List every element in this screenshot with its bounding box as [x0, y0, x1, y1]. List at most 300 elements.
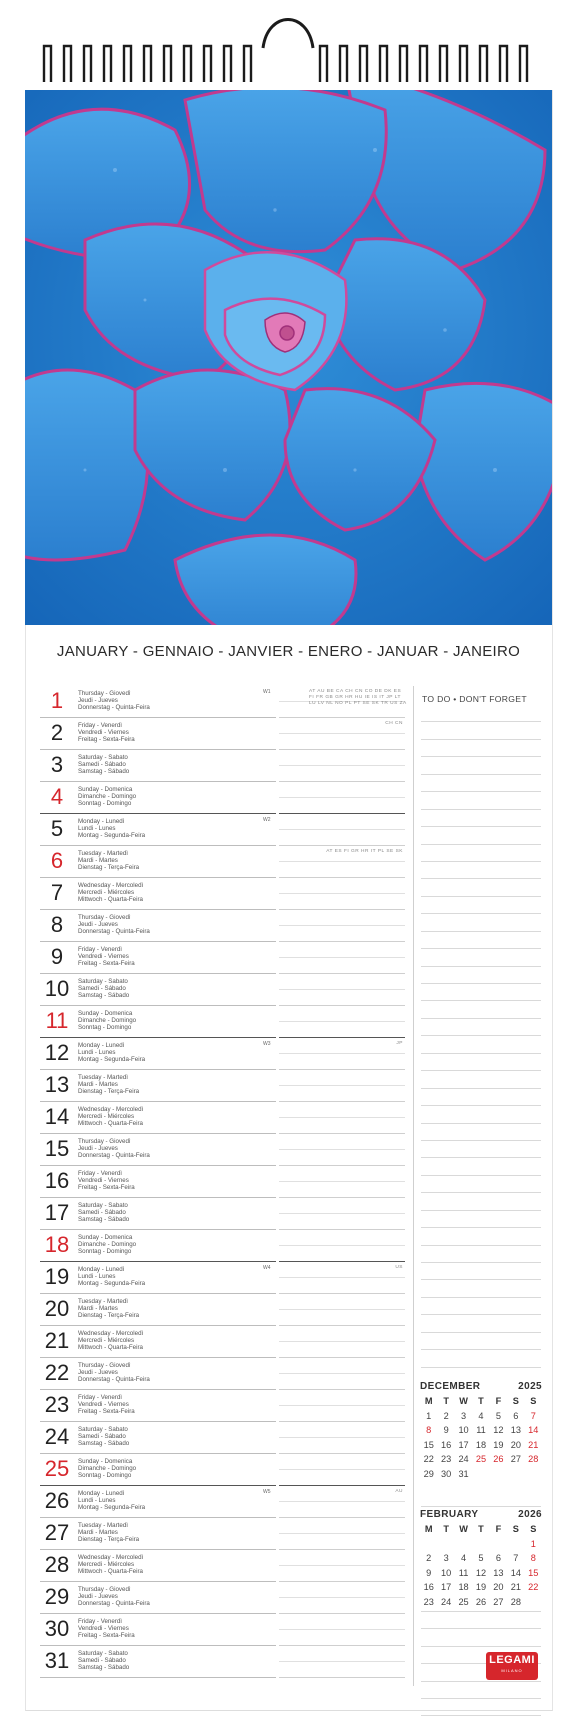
todo-line[interactable] — [421, 1228, 541, 1245]
week-label: W3 — [263, 1041, 271, 1047]
day-names — [78, 850, 139, 872]
mini-calendar-day — [455, 1537, 472, 1552]
todo-line[interactable] — [421, 1699, 541, 1716]
note-row[interactable] — [279, 942, 405, 974]
day-row — [40, 1422, 276, 1454]
note-guide-line — [279, 797, 405, 798]
day-names — [78, 1266, 145, 1288]
day-name: Donnerstag - Quinta-Feira — [78, 1376, 150, 1384]
note-row[interactable] — [279, 1614, 405, 1646]
weekday-header: W — [459, 1396, 468, 1406]
note-guide-line — [279, 1085, 405, 1086]
day-name: Vendredi - Viernes — [78, 1401, 129, 1409]
day-name: Freitag - Sexta-Feira — [78, 1632, 135, 1640]
mini-calendar-day: 27 — [493, 1596, 504, 1607]
mini-calendar-day: 28 — [510, 1596, 521, 1607]
day-name: Monday - Lunedì — [78, 818, 125, 825]
day-name: Dienstag - Terça-Feira — [78, 1312, 140, 1320]
todo-line[interactable] — [421, 1158, 541, 1175]
day-name: Mittwoch - Quarta-Feira — [78, 896, 143, 904]
day-row — [40, 846, 276, 878]
day-names — [78, 914, 150, 936]
todo-line[interactable] — [421, 792, 541, 809]
note-row[interactable] — [279, 878, 405, 910]
day-row — [40, 1198, 276, 1230]
day-row — [40, 1070, 276, 1102]
day-name: Samedi - Sábado — [78, 985, 126, 993]
mini-calendar-day: 3 — [461, 1410, 467, 1421]
note-row[interactable] — [279, 1550, 405, 1582]
day-number: 27 — [44, 1520, 70, 1545]
day-name: Dimanche - Domingo — [78, 1465, 137, 1473]
day-name: Wednesday - Mercoledì — [78, 1106, 144, 1113]
note-guide-line — [279, 957, 405, 958]
mini-calendar-day — [525, 1595, 542, 1610]
day-row — [40, 1614, 276, 1646]
day-name: Jeudi - Jueves — [78, 1593, 118, 1601]
weekday-header: T — [478, 1396, 484, 1406]
todo-line[interactable] — [421, 1036, 541, 1053]
mini-calendar-day: 11 — [458, 1567, 469, 1578]
note-row[interactable] — [279, 1454, 405, 1486]
weekday-header: M — [424, 1524, 433, 1534]
spiral-ring — [400, 46, 407, 82]
day-name: Jeudi - Jueves — [78, 697, 118, 705]
note-row[interactable] — [279, 718, 405, 750]
day-name: Freitag - Sexta-Feira — [78, 736, 135, 744]
mini-calendar-day: 4 — [461, 1553, 467, 1563]
todo-line[interactable] — [421, 705, 541, 722]
holiday-country-codes: JP — [396, 1041, 403, 1046]
weekday-header: F — [495, 1524, 502, 1534]
day-name: Thursday - Giovedì — [78, 914, 131, 921]
day-row — [40, 1038, 276, 1070]
note-row[interactable] — [279, 1646, 405, 1678]
week-label: W2 — [263, 817, 271, 823]
note-guide-line — [279, 1341, 405, 1342]
mini-calendar-day: 10 — [441, 1567, 452, 1578]
day-number: 8 — [50, 912, 64, 937]
note-row[interactable] — [279, 1134, 405, 1166]
day-row — [40, 1134, 276, 1166]
day-number: 3 — [50, 752, 64, 777]
day-names — [78, 882, 143, 904]
mini-calendar-day: 20 — [510, 1439, 521, 1450]
mini-calendar-day: 17 — [441, 1582, 452, 1592]
note-row[interactable] — [279, 1294, 405, 1326]
spiral-ring — [360, 46, 367, 82]
day-number: 7 — [50, 880, 64, 905]
spiral-ring — [44, 46, 51, 82]
note-row[interactable] — [279, 1422, 405, 1454]
mini-calendar-day: 10 — [458, 1425, 469, 1435]
note-guide-line — [279, 1213, 405, 1214]
mini-calendar-day: 14 — [528, 1425, 539, 1435]
spiral-ring — [440, 46, 447, 82]
note-row[interactable] — [279, 1006, 405, 1038]
holiday-country-codes: US — [395, 1265, 403, 1270]
note-row[interactable] — [279, 1518, 405, 1550]
weekday-header: S — [530, 1396, 537, 1406]
todo-line[interactable] — [421, 1280, 541, 1297]
day-name: Samedi - Sábado — [78, 761, 126, 769]
mini-calendar-day: 25 — [458, 1596, 469, 1607]
day-name: Sunday - Domenica — [78, 1458, 133, 1465]
day-row — [40, 686, 276, 718]
note-row[interactable] — [279, 974, 405, 1006]
mini-calendar-day: 28 — [528, 1454, 539, 1464]
todo-line[interactable] — [421, 740, 541, 757]
day-number: 23 — [44, 1392, 70, 1417]
holiday-country-codes: FI FR GB GR HR HU IE IS IT JP LT — [309, 695, 401, 700]
weekday-header: T — [443, 1524, 449, 1534]
note-guide-line — [279, 1277, 405, 1278]
day-names — [78, 1330, 143, 1352]
todo-line[interactable] — [421, 1019, 541, 1036]
day-row — [40, 1262, 276, 1294]
day-number: 26 — [44, 1488, 70, 1513]
todo-line[interactable] — [421, 827, 541, 844]
todo-line[interactable] — [421, 810, 541, 827]
mini-calendar-day: 12 — [475, 1567, 487, 1578]
mini-calendar-day: 1 — [530, 1538, 536, 1549]
day-row — [40, 1166, 276, 1198]
day-names — [78, 1042, 145, 1064]
mini-calendar-day: 12 — [493, 1425, 504, 1435]
day-names — [78, 1554, 143, 1576]
todo-line[interactable] — [421, 1298, 541, 1315]
day-name: Vendredi - Viernes — [78, 953, 129, 961]
day-name: Dimanche - Domingo — [78, 793, 137, 801]
day-name: Montag - Segunda-Feira — [78, 1056, 146, 1064]
todo-line[interactable] — [421, 897, 541, 914]
mini-calendar-day: 6 — [513, 1410, 519, 1421]
mini-calendar-day: 15 — [528, 1567, 539, 1578]
day-row — [40, 910, 276, 942]
day-row — [40, 878, 276, 910]
note-guide-line — [279, 1661, 405, 1662]
note-row[interactable] — [279, 1390, 405, 1422]
spiral-ring — [244, 46, 251, 82]
day-name: Saturday - Sabato — [78, 1202, 128, 1209]
note-guide-line — [279, 1181, 405, 1182]
day-row — [40, 942, 276, 974]
day-name: Wednesday - Mercoledì — [78, 1330, 144, 1337]
day-row — [40, 1230, 276, 1262]
mini-calendar-day: 16 — [441, 1439, 452, 1450]
day-number: 15 — [44, 1136, 70, 1161]
todo-line[interactable] — [421, 1682, 541, 1699]
day-name: Saturday - Sabato — [78, 1426, 128, 1433]
spiral-ring — [144, 46, 151, 82]
note-guide-line — [279, 1117, 405, 1118]
day-name: Tuesday - Martedì — [78, 1074, 128, 1081]
todo-line[interactable] — [421, 1089, 541, 1106]
spiral-ring — [460, 46, 467, 82]
day-name: Sunday - Domenica — [78, 786, 133, 793]
mini-calendar-day: 22 — [528, 1582, 539, 1592]
day-number: 16 — [44, 1168, 70, 1193]
note-guide-line — [279, 1565, 405, 1566]
day-name: Samedi - Sábado — [78, 1433, 126, 1441]
todo-line[interactable] — [421, 949, 541, 966]
day-number: 20 — [44, 1296, 70, 1321]
mini-calendar-day: 15 — [423, 1439, 434, 1450]
todo-line[interactable] — [421, 932, 541, 949]
day-names — [78, 1426, 129, 1448]
day-names — [78, 1650, 129, 1672]
note-guide-line — [279, 1469, 405, 1470]
day-name: Saturday - Sabato — [78, 1650, 128, 1657]
note-guide-line — [279, 1405, 405, 1406]
day-name: Jeudi - Jueves — [78, 1369, 118, 1377]
spiral-ring — [224, 46, 231, 82]
mini-calendar-day: 17 — [458, 1439, 469, 1450]
spiral-binding — [0, 0, 576, 92]
todo-title: TO DO • DON'T FORGET — [422, 694, 527, 704]
day-number: 17 — [44, 1200, 70, 1225]
day-name: Freitag - Sexta-Feira — [78, 960, 135, 968]
todo-line[interactable] — [421, 914, 541, 931]
todo-line[interactable] — [421, 1071, 541, 1088]
day-names — [78, 1586, 150, 1608]
day-names — [78, 1074, 139, 1096]
todo-line[interactable] — [421, 1263, 541, 1280]
todo-line[interactable] — [421, 1629, 541, 1646]
mini-calendar-day: 13 — [493, 1567, 504, 1578]
week-label: W1 — [263, 689, 271, 695]
notes-column — [263, 686, 407, 1678]
mini-calendar-day: 1 — [426, 1410, 432, 1421]
day-name: Thursday - Giovedì — [78, 1138, 131, 1145]
day-names — [78, 1618, 135, 1640]
day-name: Mittwoch - Quarta-Feira — [78, 1120, 143, 1128]
day-number: 12 — [44, 1040, 70, 1065]
day-name: Lundi - Lunes — [78, 1049, 116, 1057]
day-name: Samstag - Sábado — [78, 1664, 130, 1672]
note-guide-line — [279, 1309, 405, 1310]
logo-subtext: MILANO — [501, 1668, 523, 1673]
day-name: Mardi - Martes — [78, 1081, 118, 1089]
note-guide-line — [279, 733, 405, 734]
day-name: Mercredi - Miércoles — [78, 1561, 135, 1569]
mini-calendar-day — [420, 1537, 437, 1552]
day-number: 29 — [44, 1584, 70, 1609]
todo-line[interactable] — [421, 984, 541, 1001]
todo-line[interactable] — [421, 1176, 541, 1193]
todo-line[interactable] — [421, 1246, 541, 1263]
day-name: Monday - Lunedì — [78, 1042, 125, 1049]
note-guide-line — [279, 1597, 405, 1598]
day-name: Freitag - Sexta-Feira — [78, 1408, 135, 1416]
note-guide-line — [279, 1437, 405, 1438]
day-number: 24 — [44, 1424, 70, 1449]
todo-line[interactable] — [421, 1612, 541, 1629]
mini-calendar-day: 9 — [443, 1425, 449, 1435]
succulent-photo — [25, 90, 552, 625]
spiral-ring — [380, 46, 387, 82]
day-name: Monday - Lunedì — [78, 1266, 125, 1273]
note-row[interactable] — [279, 1230, 405, 1262]
day-number: 5 — [50, 816, 64, 841]
mini-calendar-header — [420, 1381, 542, 1392]
todo-line[interactable] — [421, 862, 541, 879]
day-name: Tuesday - Martedì — [78, 850, 128, 857]
todo-line[interactable] — [421, 775, 541, 792]
mini-calendar-day: 8 — [530, 1553, 536, 1563]
day-name: Sonntag - Domingo — [78, 1248, 132, 1256]
spiral-ring — [480, 46, 487, 82]
mini-calendar-day: 25 — [475, 1454, 487, 1464]
day-name: Montag - Segunda-Feira — [78, 1504, 146, 1512]
todo-line[interactable] — [421, 1211, 541, 1228]
mini-calendar-day: 26 — [493, 1454, 504, 1464]
day-name: Samstag - Sábado — [78, 1216, 130, 1224]
todo-line[interactable] — [421, 1001, 541, 1018]
todo-line[interactable] — [421, 1350, 541, 1367]
note-guide-line — [279, 925, 405, 926]
day-number: 10 — [44, 976, 70, 1001]
day-row — [40, 1550, 276, 1582]
note-row[interactable] — [263, 1038, 405, 1070]
mini-calendar-day — [472, 1537, 489, 1552]
note-row[interactable] — [279, 1582, 405, 1614]
mini-calendar-day: 2 — [426, 1553, 432, 1563]
day-name: Wednesday - Mercoledì — [78, 882, 144, 889]
day-name: Sonntag - Domingo — [78, 800, 132, 808]
todo-line[interactable] — [421, 1193, 541, 1210]
day-name: Mardi - Martes — [78, 857, 118, 865]
day-names — [78, 1362, 150, 1384]
day-row — [40, 718, 276, 750]
mini-calendar-day — [490, 1467, 507, 1482]
todo-line[interactable] — [421, 967, 541, 984]
column-divider — [413, 686, 414, 1686]
mini-calendar-day — [525, 1467, 542, 1482]
mini-calendar-day: 18 — [475, 1439, 487, 1450]
todo-line[interactable] — [421, 1315, 541, 1332]
mini-calendar-day: 3 — [443, 1553, 449, 1563]
day-name: Saturday - Sabato — [78, 754, 128, 761]
week-label: W5 — [263, 1489, 271, 1495]
day-name: Donnerstag - Quinta-Feira — [78, 704, 150, 712]
logo-text: LEGAMI — [489, 1654, 535, 1666]
week-label: W4 — [263, 1265, 271, 1271]
note-row[interactable] — [279, 1198, 405, 1230]
todo-line[interactable] — [421, 1141, 541, 1158]
day-number: 1 — [50, 688, 64, 713]
day-name: Thursday - Giovedì — [78, 1586, 131, 1593]
note-row[interactable] — [279, 1166, 405, 1198]
day-number: 9 — [50, 944, 64, 969]
note-row[interactable] — [279, 910, 405, 942]
todo-line[interactable] — [421, 845, 541, 862]
note-row[interactable] — [279, 846, 405, 878]
note-row[interactable] — [279, 782, 405, 814]
spiral-ring — [420, 46, 427, 82]
todo-line[interactable] — [421, 722, 541, 739]
note-row[interactable] — [279, 1326, 405, 1358]
todo-line[interactable] — [421, 1333, 541, 1350]
day-names — [78, 1138, 150, 1160]
mini-calendar-day: 22 — [423, 1454, 434, 1464]
note-guide-line — [279, 1245, 405, 1246]
mini-calendar-year: 2025 — [518, 1381, 542, 1392]
mini-calendar-month: DECEMBER — [420, 1381, 481, 1392]
day-names — [78, 754, 129, 776]
note-row[interactable] — [279, 750, 405, 782]
day-name: Samstag - Sábado — [78, 1440, 130, 1448]
day-row — [40, 1486, 276, 1518]
day-row — [40, 1646, 276, 1678]
mini-calendar-day: 7 — [530, 1410, 536, 1421]
day-row — [40, 1102, 276, 1134]
note-row[interactable] — [263, 1486, 405, 1518]
weekday-header: F — [495, 1396, 502, 1406]
mini-calendar-day: 8 — [426, 1425, 432, 1435]
day-name: Friday - Venerdì — [78, 1618, 123, 1625]
day-names — [78, 978, 129, 1000]
note-row[interactable] — [263, 814, 405, 846]
day-row — [40, 1390, 276, 1422]
note-row[interactable] — [279, 1102, 405, 1134]
mini-calendar-year: 2026 — [518, 1509, 542, 1520]
day-number: 2 — [50, 720, 64, 745]
note-guide-line — [279, 1053, 405, 1054]
todo-line[interactable] — [421, 879, 541, 896]
todo-line[interactable] — [421, 1124, 541, 1141]
day-name: Mercredi - Miércoles — [78, 889, 135, 897]
day-row — [40, 974, 276, 1006]
hanger-hook — [263, 20, 313, 49]
note-guide-line — [279, 765, 405, 766]
todo-line[interactable] — [421, 1054, 541, 1071]
day-name: Jeudi - Jueves — [78, 1145, 118, 1153]
mini-calendar-december — [420, 1381, 542, 1496]
day-names — [78, 1458, 136, 1480]
weekday-header: S — [512, 1524, 519, 1534]
note-row[interactable] — [279, 1070, 405, 1102]
mini-calendar-day: 6 — [495, 1553, 501, 1563]
day-number: 18 — [44, 1232, 70, 1257]
todo-line[interactable] — [421, 757, 541, 774]
mini-calendar-day — [472, 1467, 489, 1482]
day-number: 13 — [44, 1072, 70, 1097]
day-name: Samedi - Sábado — [78, 1657, 126, 1665]
day-name: Sunday - Domenica — [78, 1234, 133, 1241]
day-names — [78, 1170, 135, 1192]
day-name: Monday - Lunedì — [78, 1490, 125, 1497]
day-name: Jeudi - Jueves — [78, 921, 118, 929]
todo-line[interactable] — [421, 1106, 541, 1123]
weekday-header: S — [512, 1396, 519, 1406]
mini-calendar-day: 11 — [476, 1425, 486, 1435]
day-names — [78, 1394, 135, 1416]
day-name: Tuesday - Martedì — [78, 1298, 128, 1305]
mini-calendar-day: 26 — [475, 1596, 487, 1607]
day-names — [78, 1490, 145, 1512]
note-row[interactable] — [263, 686, 407, 718]
note-guide-line — [279, 861, 405, 862]
day-names — [78, 1010, 136, 1032]
day-name: Friday - Venerdì — [78, 1394, 123, 1401]
note-row[interactable] — [279, 1358, 405, 1390]
day-name: Mercredi - Miércoles — [78, 1337, 135, 1345]
mini-calendar-day: 23 — [441, 1454, 452, 1464]
holiday-country-codes: AU — [395, 1489, 403, 1494]
day-name: Lundi - Lunes — [78, 1497, 116, 1505]
note-row[interactable] — [263, 1262, 405, 1294]
